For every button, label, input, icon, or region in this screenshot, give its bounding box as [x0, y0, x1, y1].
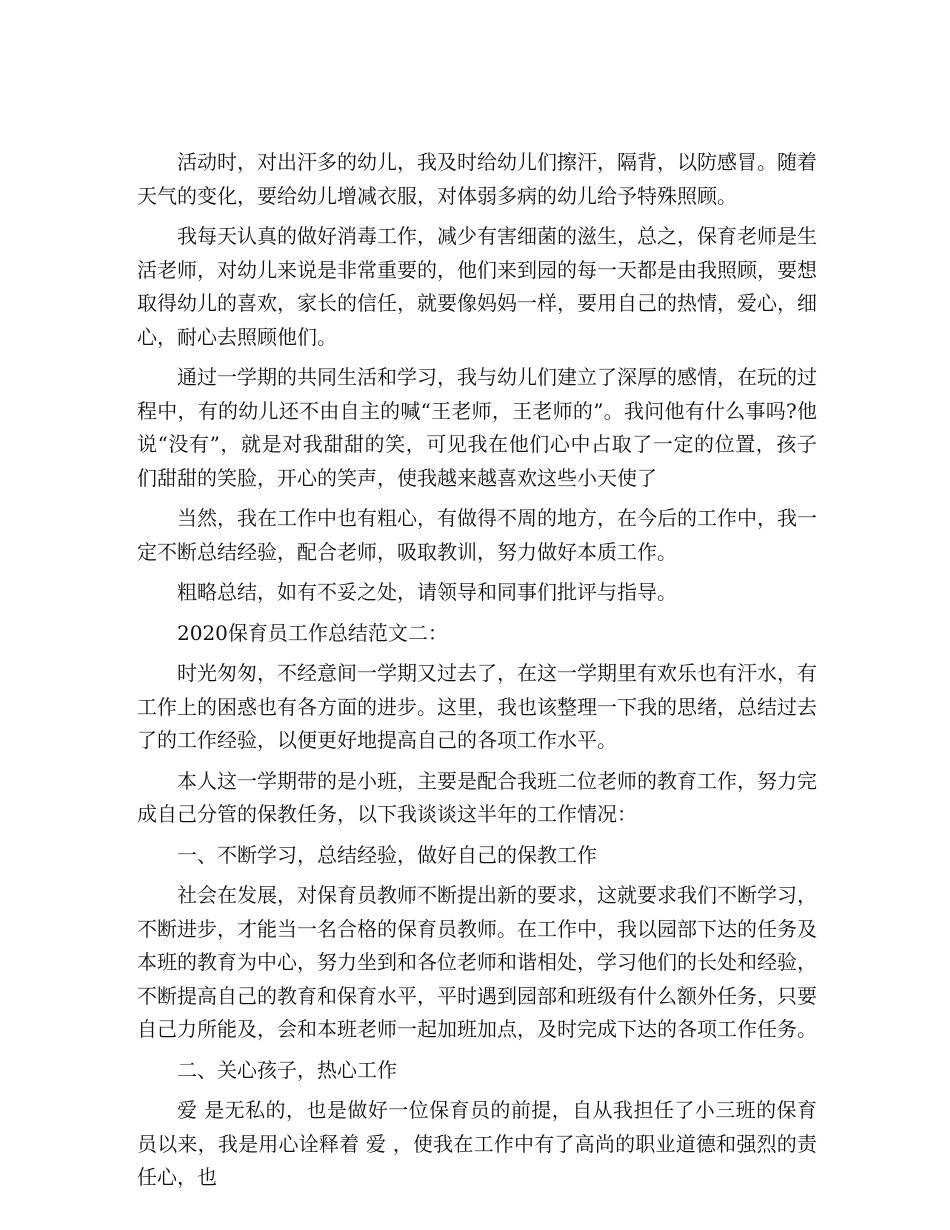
paragraph: 通过一学期的共同生活和学习，我与幼儿们建立了深厚的感情，在玩的过程中，有的幼儿还不由自主的喊“王老师，王老师的”。我问他有什么事吗?他说“没有”，就是对我甜甜的笑，可见我在他们心中占取了一定的位置，孩子们甜甜的笑脸，开心的笑声，使我越来越喜欢这些小天使了	[137, 365, 817, 490]
section-heading: 2020保育员工作总结范文二：	[177, 620, 448, 645]
section-heading: 一、不断学习，总结经验，做好自己的保教工作	[177, 842, 597, 867]
document-body	[137, 146, 817, 1202]
paragraph: 本人这一学期带的是小班，主要是配合我班二位老师的教育工作，努力完成自己分管的保教任务，以下我谈谈这半年的工作情况：	[137, 768, 817, 826]
paragraph: 活动时，对出汗多的幼儿，我及时给幼儿们擦汗，隔背，以防感冒。随着天气的变化，要给幼儿增减衣服，对体弱多病的幼儿给予特殊照顾。	[137, 150, 817, 208]
paragraph: 社会在发展，对保育员教师不断提出新的要求，这就要求我们不断学习，不断进步，才能当一名合格的保育员教师。在工作中，我以园部下达的任务及本班的教育为中心，努力坐到和各位老师和谐相处，学习他们的长处和经验，不断提高自己的教育和保育水平，平时遇到园部和班级有什么额外任务，只要自己力所能及，会和本班老师一起加班加点，及时完成下达的各项工作任务。	[137, 883, 817, 1041]
section-heading: 二、关心孩子，热心工作	[177, 1057, 397, 1082]
paragraph: 粗略总结，如有不妥之处，请领导和同事们批评与指导。	[177, 580, 677, 604]
paragraph: 时光匆匆，不经意间一学期又过去了，在这一学期里有欢乐也有汗水，有工作上的困惑也有各方面的进步。这里，我也该整理一下我的思绪，总结过去了的工作经验，以便更好地提高自己的各项工作水平。	[137, 661, 817, 752]
paragraph: 爱 是无私的，也是做好一位保育员的前提，自从我担任了小三班的保育员以来，我是用心诠释着 爱 ，使我在工作中有了高尚的职业道德和强烈的责任心，也	[137, 1098, 817, 1189]
paragraph: 当然，我在工作中也有粗心，有做得不周的地方，在今后的工作中，我一定不断总结经验，配合老师，吸取教训，努力做好本质工作。	[137, 506, 817, 564]
paragraph: 我每天认真的做好消毒工作，减少有害细菌的滋生，总之，保育老师是生活老师，对幼儿来说是非常重要的，他们来到园的每一天都是由我照顾，要想取得幼儿的喜欢，家长的信任，就要像妈妈一样，要用自己的热情，爱心，细心，耐心去照顾他们。	[137, 224, 817, 349]
